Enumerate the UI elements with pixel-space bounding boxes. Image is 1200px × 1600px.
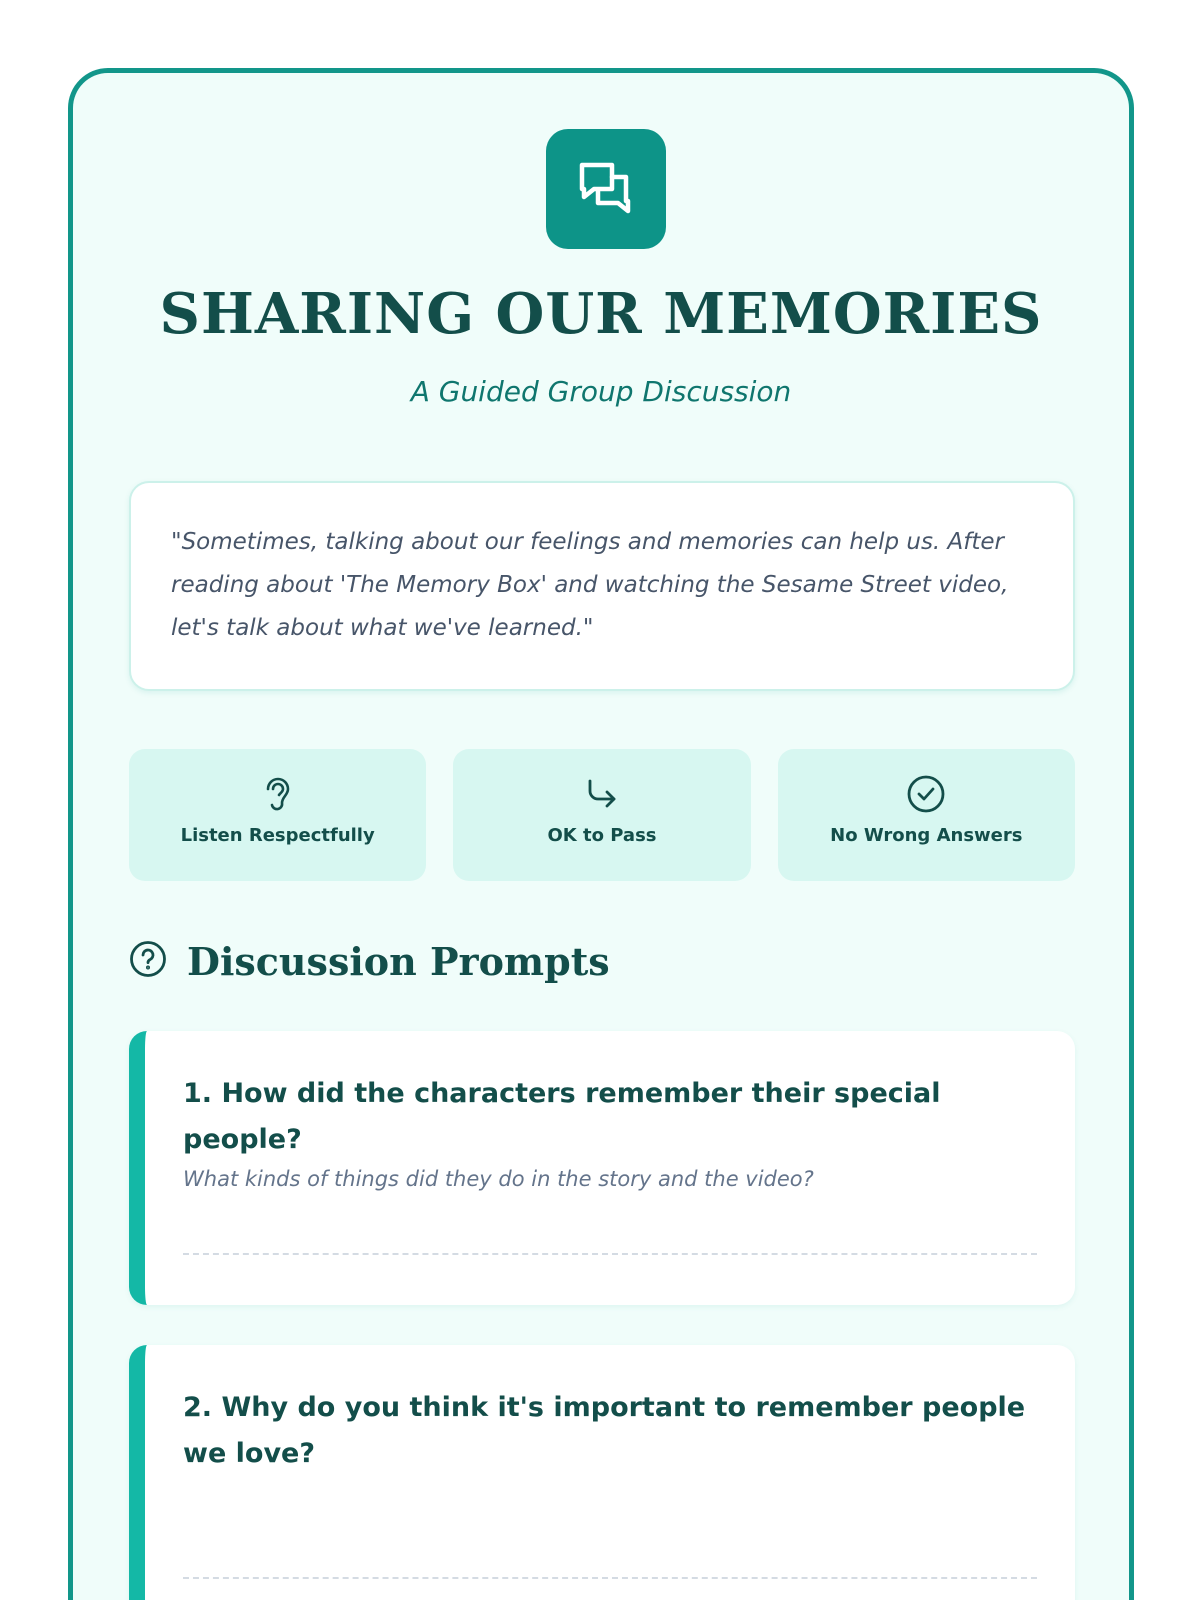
discussion-card	[68, 68, 1134, 1600]
prompt-hint: What kinds of things did they do in the story and the video?	[183, 1167, 814, 1191]
answer-line[interactable]	[183, 1253, 1037, 1255]
question-circle-icon	[129, 940, 167, 982]
section-title: Discussion Prompts	[187, 938, 610, 984]
chat-bubbles-icon	[546, 129, 666, 249]
prompt-card	[129, 1345, 1075, 1600]
rule-label: No Wrong Answers	[830, 825, 1023, 846]
prompt-question: 1. How did the characters remember their special people?	[183, 1078, 941, 1155]
ear-icon	[257, 773, 299, 815]
page-title: SHARING OUR MEMORIES	[159, 281, 1043, 347]
page-subtitle: A Guided Group Discussion	[410, 375, 792, 408]
intro-quote: "Sometimes, talking about our feelings and memories can help us. After reading about 'The Memory Box' and watching the Sesame Street video, let's talk about what we've learned."	[129, 481, 1075, 691]
rule-no-wrong-answers	[778, 749, 1075, 881]
ground-rules	[129, 749, 1075, 881]
section-header	[129, 931, 610, 991]
arrow-corner-down-right-icon	[581, 773, 623, 815]
rule-label: OK to Pass	[547, 825, 657, 846]
answer-line[interactable]	[183, 1577, 1037, 1579]
prompt-question: 2. Why do you think it's important to remember people we love?	[183, 1392, 1026, 1469]
rule-label: Listen Respectfully	[180, 825, 375, 846]
prompt-card	[129, 1031, 1075, 1305]
rule-listen-respectfully	[129, 749, 426, 881]
check-circle-icon	[905, 773, 947, 815]
rule-ok-to-pass	[453, 749, 750, 881]
